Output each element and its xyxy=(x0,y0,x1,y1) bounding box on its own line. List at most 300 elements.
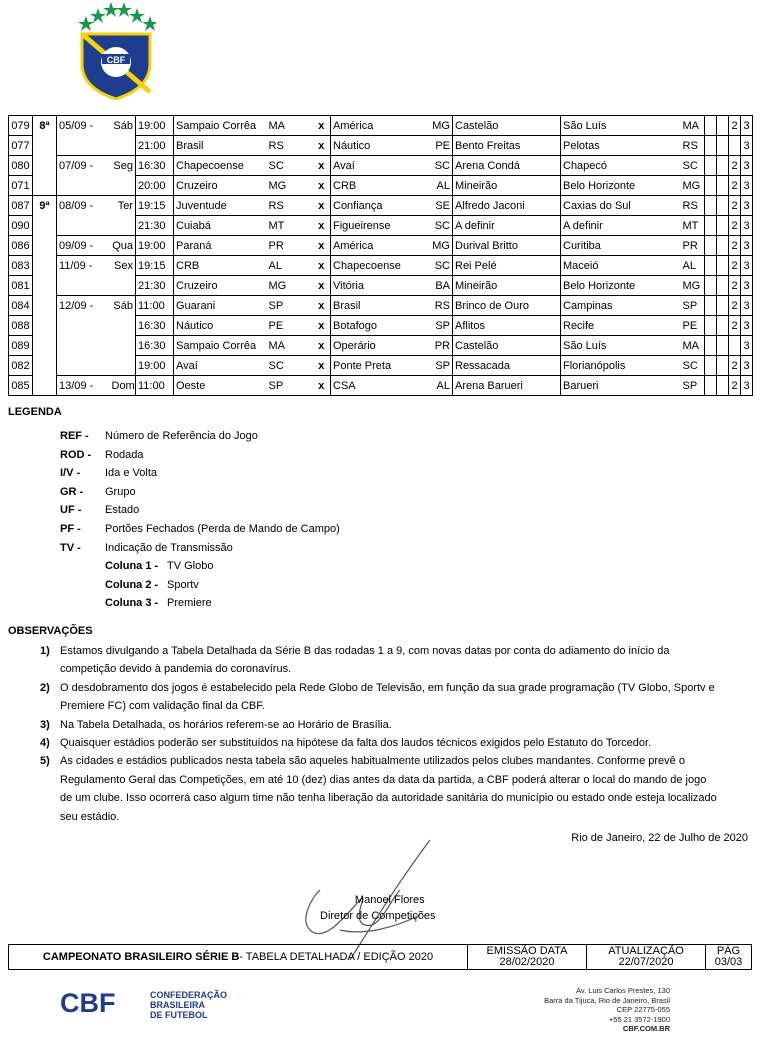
cell-ref: 081 xyxy=(9,276,33,296)
observation-item xyxy=(40,679,720,716)
legend-title: LEGENDA xyxy=(8,406,62,418)
cell-tv3: 3 xyxy=(741,116,753,136)
cell-day xyxy=(110,356,136,376)
table-row xyxy=(9,316,753,336)
cell-tv1 xyxy=(717,236,729,256)
legend-value: Número de Referência do Jogo xyxy=(105,430,258,442)
logo-line2: BRASILEIRA xyxy=(150,1000,206,1010)
cell-date: 09/09 - xyxy=(57,236,110,256)
cell-rod xyxy=(33,216,57,236)
cell-date xyxy=(57,136,110,156)
legend-column-key: Coluna 2 - xyxy=(105,578,159,591)
observations-list xyxy=(40,642,720,826)
legend-value: Indicação de Transmissão xyxy=(105,541,233,554)
cell-time: 19:15 xyxy=(136,196,174,216)
cell-tv2: 2 xyxy=(729,236,741,256)
footer-title-bold: CAMPEONATO BRASILEIRO SÉRIE B xyxy=(42,950,240,963)
cell-ref: 089 xyxy=(9,336,33,356)
legend-key: I/V - xyxy=(60,467,81,480)
observations-title: OBSERVAÇÕES xyxy=(8,625,93,637)
address xyxy=(544,986,670,1034)
cell-time: 16:30 xyxy=(136,316,174,336)
cell-time: 11:00 xyxy=(136,376,174,396)
cell-ref: 086 xyxy=(9,236,33,256)
cell-day: Dom xyxy=(110,376,136,396)
legend-column-key: Coluna 3 - xyxy=(105,597,159,610)
cell-stadium: Durival Britto xyxy=(453,236,561,256)
cell-date xyxy=(57,216,110,236)
cell-tv2: 2 xyxy=(729,276,741,296)
cell-home: Guarani xyxy=(174,296,267,316)
address-site: CBF.COM.BR xyxy=(622,1024,670,1033)
cell-day: Sáb xyxy=(110,116,136,136)
address-line4: +55 21 3572-1900 xyxy=(608,1014,670,1024)
cell-ref: 077 xyxy=(9,136,33,156)
cell-date: 13/09 - xyxy=(57,376,110,396)
cell-tv3: 3 xyxy=(741,176,753,196)
table-row xyxy=(9,336,753,356)
cell-home: Juventude xyxy=(174,196,267,216)
cell-pf xyxy=(705,316,717,336)
cell-home-uf: PE xyxy=(267,316,313,336)
cell-home: CRB xyxy=(174,256,267,276)
cell-city: Caxias do Sul xyxy=(561,196,681,216)
footer-bar xyxy=(8,944,752,970)
cell-away: Avaí xyxy=(331,156,427,176)
logo-line3: DE FUTEBOL xyxy=(150,1010,208,1020)
cell-rod: 9ª xyxy=(33,196,57,216)
cell-x: x xyxy=(313,136,331,156)
cell-home-uf: SP xyxy=(267,296,313,316)
date-line: Rio de Janeiro, 22 de Julho de 2020 xyxy=(571,832,748,844)
legend-item xyxy=(60,542,340,561)
cell-home-uf: MA xyxy=(267,116,313,136)
table-row xyxy=(9,296,753,316)
cell-stadium: Alfredo Jaconi xyxy=(453,196,561,216)
legend-key: TV - xyxy=(60,541,81,554)
cell-rod xyxy=(33,156,57,176)
legend-key: ROD - xyxy=(60,448,92,461)
cell-city-uf: RS xyxy=(681,136,705,156)
cell-time: 21:00 xyxy=(136,136,174,156)
cell-date xyxy=(57,276,110,296)
cell-away-uf: SP xyxy=(427,316,453,336)
cell-time: 21:30 xyxy=(136,216,174,236)
cell-home-uf: MT xyxy=(267,216,313,236)
cell-pf xyxy=(705,336,717,356)
cell-away: América xyxy=(331,116,427,136)
cell-stadium: Arena Barueri xyxy=(453,376,561,396)
cell-away-uf: RS xyxy=(427,296,453,316)
cell-x: x xyxy=(313,316,331,336)
cell-pf xyxy=(705,116,717,136)
observation-text: O desdobramento dos jogos é estabelecido pela Rede Globo de Televisão, em função da sua grade programação (TV Globo, Sportv e Premiere FC) com validação final da CBF. xyxy=(60,681,715,713)
cell-rod: 8ª xyxy=(33,116,57,136)
cell-pf xyxy=(705,196,717,216)
cell-x: x xyxy=(313,236,331,256)
cell-pf xyxy=(705,356,717,376)
cell-tv3: 3 xyxy=(741,276,753,296)
cell-date: 08/09 - xyxy=(57,196,110,216)
footer-emissao xyxy=(468,945,587,969)
cell-date xyxy=(57,176,110,196)
cell-x: x xyxy=(313,176,331,196)
cell-stadium: Bento Freitas xyxy=(453,136,561,156)
cell-time: 19:15 xyxy=(136,256,174,276)
table-row xyxy=(9,136,753,156)
cell-x: x xyxy=(313,156,331,176)
cell-tv3: 3 xyxy=(741,196,753,216)
cell-city-uf: AL xyxy=(681,256,705,276)
cell-city-uf: SC xyxy=(681,156,705,176)
signer xyxy=(320,892,436,924)
legend-item xyxy=(60,523,340,542)
cell-away: Brasil xyxy=(331,296,427,316)
footer-atualizacao xyxy=(587,945,706,969)
cell-tv2: 2 xyxy=(729,156,741,176)
cell-home-uf: RS xyxy=(267,196,313,216)
cbf-crest-logo xyxy=(76,2,156,100)
cell-x: x xyxy=(313,356,331,376)
cell-city: São Luís xyxy=(561,116,681,136)
cell-away-uf: SC xyxy=(427,256,453,276)
cell-ref: 079 xyxy=(9,116,33,136)
cell-stadium: Castelão xyxy=(453,336,561,356)
cell-tv1 xyxy=(717,116,729,136)
page-value: 03/03 xyxy=(714,956,743,968)
observation-text: Estamos divulgando a Tabela Detalhada da Série B das rodadas 1 a 9, com novas datas por conta do adiamento do início da competição devido à pandemia do coronavírus. xyxy=(60,645,670,676)
cell-day: Ter xyxy=(110,196,136,216)
cell-tv3: 3 xyxy=(741,136,753,156)
page-label: PÁG xyxy=(716,945,741,957)
cell-day: Seg xyxy=(110,156,136,176)
cell-home-uf: AL xyxy=(267,256,313,276)
cell-stadium: A definir xyxy=(453,216,561,236)
cell-city: Belo Horizonte xyxy=(561,276,681,296)
observation-text: As cidades e estádios publicados nesta tabela são aqueles habitualmente utilizados pelos clubes mandantes. Conforme prevê o Regulamento Geral das Competições, em até 10 (dez) dias antes da data da partida, a CBF poderá alterar o local do mando de jogo de um clube. Isso ocorrerá caso algum time não tenha liberação da autoridade sanitária do município ou estado onde esteja localizado seu estádio. xyxy=(60,755,717,823)
cell-ref: 084 xyxy=(9,296,33,316)
observation-number: 3) xyxy=(40,718,50,731)
cell-tv2: 2 xyxy=(729,216,741,236)
footer-page xyxy=(706,945,751,969)
cell-ref: 087 xyxy=(9,196,33,216)
cell-ref: 080 xyxy=(9,156,33,176)
cell-city-uf: PR xyxy=(681,236,705,256)
cell-tv3: 3 xyxy=(741,236,753,256)
cell-day: Sáb xyxy=(110,296,136,316)
cell-city: Curitiba xyxy=(561,236,681,256)
cell-home: Cuiabá xyxy=(174,216,267,236)
cell-away-uf: SC xyxy=(427,156,453,176)
cell-home: Avaí xyxy=(174,356,267,376)
table-row xyxy=(9,196,753,216)
cell-city-uf: MG xyxy=(681,276,705,296)
address-line1: Av. Luis Carlos Prestes, 130 xyxy=(576,986,670,995)
cell-time: 16:30 xyxy=(136,156,174,176)
legend-key: GR - xyxy=(60,485,84,498)
cell-away: CSA xyxy=(331,376,427,396)
legend-item xyxy=(60,467,340,486)
cell-pf xyxy=(705,216,717,236)
legend-column-value: Premiere xyxy=(167,597,212,610)
cell-away-uf: AL xyxy=(427,376,453,396)
legend-value: Grupo xyxy=(105,485,136,498)
cell-stadium: Castelão xyxy=(453,116,561,136)
cell-stadium: Ressacada xyxy=(453,356,561,376)
legend-column-item xyxy=(60,597,340,616)
cell-home-uf: MA xyxy=(267,336,313,356)
cell-tv1 xyxy=(717,316,729,336)
cell-x: x xyxy=(313,116,331,136)
cell-tv3: 3 xyxy=(741,216,753,236)
cell-away-uf: PE xyxy=(427,136,453,156)
cell-away-uf: AL xyxy=(427,176,453,196)
cell-ref: 090 xyxy=(9,216,33,236)
cell-city: São Luís xyxy=(561,336,681,356)
legend-column-value: Sportv xyxy=(167,578,199,591)
cell-pf xyxy=(705,256,717,276)
cell-city: Florianópolis xyxy=(561,356,681,376)
cell-day xyxy=(110,216,136,236)
cbf-logo xyxy=(60,988,140,1016)
cell-time: 20:00 xyxy=(136,176,174,196)
cell-x: x xyxy=(313,256,331,276)
legend-value: Ida e Volta xyxy=(105,467,157,480)
logo-text xyxy=(150,990,227,1020)
cell-city: Barueri xyxy=(561,376,681,396)
cell-home-uf: RS xyxy=(267,136,313,156)
address-line3: CEP 22775-055 xyxy=(616,1005,670,1014)
cell-city-uf: RS xyxy=(681,196,705,216)
cell-away: Operário xyxy=(331,336,427,356)
cell-stadium: Arena Condá xyxy=(453,156,561,176)
cell-city-uf: MT xyxy=(681,216,705,236)
cell-tv2: 2 xyxy=(729,296,741,316)
cell-x: x xyxy=(313,196,331,216)
cell-city: Chapecó xyxy=(561,156,681,176)
cell-date xyxy=(57,356,110,376)
cell-tv1 xyxy=(717,276,729,296)
emissao-label: EMISSÃO DATA xyxy=(486,945,568,957)
cell-tv2: 2 xyxy=(729,376,741,396)
cell-date: 05/09 - xyxy=(57,116,110,136)
cell-x: x xyxy=(313,336,331,356)
observation-item xyxy=(40,734,720,752)
cell-rod xyxy=(33,276,57,296)
atualizacao-value: 22/07/2020 xyxy=(618,956,674,968)
cell-day xyxy=(110,176,136,196)
cell-day xyxy=(110,336,136,356)
observation-number: 4) xyxy=(40,737,50,750)
cell-pf xyxy=(705,276,717,296)
observation-text: Quaisquer estádios poderão ser substituídos na hipótese da falta dos laudos técnicos exigidos pelo Estatuto do Torcedor. xyxy=(60,737,652,750)
games-table xyxy=(8,115,753,396)
cell-away: América xyxy=(331,236,427,256)
table-row xyxy=(9,236,753,256)
cell-rod xyxy=(33,296,57,316)
cell-tv2 xyxy=(729,136,741,156)
cell-city: Belo Horizonte xyxy=(561,176,681,196)
legend-key: UF - xyxy=(60,504,82,517)
cell-pf xyxy=(705,156,717,176)
cell-tv2: 2 xyxy=(729,196,741,216)
cell-home: Paraná xyxy=(174,236,267,256)
cell-ref: 082 xyxy=(9,356,33,376)
cell-home: Sampaio Corrêa xyxy=(174,116,267,136)
cell-away: Chapecoense xyxy=(331,256,427,276)
cell-day xyxy=(110,136,136,156)
cell-date: 11/09 - xyxy=(57,256,110,276)
cell-tv3: 3 xyxy=(741,156,753,176)
cell-home: Cruzeiro xyxy=(174,276,267,296)
cell-away: Ponte Preta xyxy=(331,356,427,376)
cell-home: Náutico xyxy=(174,316,267,336)
cell-tv2: 2 xyxy=(729,256,741,276)
cell-city: A definir xyxy=(561,216,681,236)
cell-tv1 xyxy=(717,256,729,276)
cell-rod xyxy=(33,136,57,156)
cell-tv3: 3 xyxy=(741,256,753,276)
cell-home: Cruzeiro xyxy=(174,176,267,196)
cell-time: 16:30 xyxy=(136,336,174,356)
cell-pf xyxy=(705,176,717,196)
cell-away: Botafogo xyxy=(331,316,427,336)
cell-away-uf: MG xyxy=(427,116,453,136)
cell-date: 07/09 - xyxy=(57,156,110,176)
cell-city-uf: MA xyxy=(681,116,705,136)
legend-item xyxy=(60,449,340,468)
cell-city-uf: MA xyxy=(681,336,705,356)
cell-time: 21:30 xyxy=(136,276,174,296)
atualizacao-label: ATUALIZAÇÃO xyxy=(608,945,684,957)
cell-away: Náutico xyxy=(331,136,427,156)
observation-item xyxy=(40,752,720,826)
cell-city-uf: SP xyxy=(681,376,705,396)
cell-away-uf: SE xyxy=(427,196,453,216)
cell-city: Pelotas xyxy=(561,136,681,156)
cell-ref: 085 xyxy=(9,376,33,396)
cell-city: Maceió xyxy=(561,256,681,276)
table-row xyxy=(9,356,753,376)
cell-rod xyxy=(33,176,57,196)
cell-rod xyxy=(33,256,57,276)
cell-stadium: Mineirão xyxy=(453,276,561,296)
cell-stadium: Brinco de Ouro xyxy=(453,296,561,316)
legend-item xyxy=(60,486,340,505)
emissao-value: 28/02/2020 xyxy=(499,956,555,968)
legend-column-value: TV Globo xyxy=(167,560,214,573)
cell-time: 19:00 xyxy=(136,236,174,256)
cell-stadium: Aflitos xyxy=(453,316,561,336)
observation-item xyxy=(40,716,720,734)
cell-away-uf: SP xyxy=(427,356,453,376)
legend-column-key: Coluna 1 - xyxy=(105,560,159,573)
cell-tv3: 3 xyxy=(741,376,753,396)
cell-tv3: 3 xyxy=(741,356,753,376)
cell-tv2: 2 xyxy=(729,316,741,336)
cell-home: Brasil xyxy=(174,136,267,156)
signer-role: Diretor de Competições xyxy=(320,910,436,922)
cell-city-uf: SP xyxy=(681,296,705,316)
cell-away: Vitória xyxy=(331,276,427,296)
legend-value: Portões Fechados (Perda de Mando de Campo) xyxy=(105,522,340,535)
legend-column-item xyxy=(60,560,340,579)
cell-day: Sex xyxy=(110,256,136,276)
cell-tv3: 3 xyxy=(741,296,753,316)
cell-tv1 xyxy=(717,196,729,216)
cell-rod xyxy=(33,376,57,396)
legend-key: PF - xyxy=(60,522,81,535)
crest-text: CBF xyxy=(106,55,126,65)
cell-city-uf: MG xyxy=(681,176,705,196)
cell-tv1 xyxy=(717,136,729,156)
cell-ref: 083 xyxy=(9,256,33,276)
cell-x: x xyxy=(313,376,331,396)
observation-number: 2) xyxy=(40,681,50,694)
cell-tv1 xyxy=(717,156,729,176)
table-row xyxy=(9,116,753,136)
cell-tv2: 2 xyxy=(729,356,741,376)
cell-home: Chapecoense xyxy=(174,156,267,176)
cell-away-uf: SC xyxy=(427,216,453,236)
cell-tv2 xyxy=(729,336,741,356)
cell-pf xyxy=(705,236,717,256)
cell-pf xyxy=(705,296,717,316)
legend-item xyxy=(60,504,340,523)
cell-away: Figueirense xyxy=(331,216,427,236)
cell-day xyxy=(110,276,136,296)
footer-title xyxy=(9,945,468,969)
signer-name: Manoel Flores xyxy=(354,894,425,906)
legend-key: REF - xyxy=(60,430,89,442)
observation-item xyxy=(40,642,720,679)
cell-ref: 088 xyxy=(9,316,33,336)
cell-tv2: 2 xyxy=(729,176,741,196)
logo-line1: CONFEDERAÇÃO xyxy=(150,990,228,1000)
table-row xyxy=(9,376,753,396)
cell-city: Campinas xyxy=(561,296,681,316)
cell-away-uf: MG xyxy=(427,236,453,256)
legend xyxy=(60,430,340,616)
cell-x: x xyxy=(313,216,331,236)
cell-home-uf: MG xyxy=(267,176,313,196)
cell-away-uf: PR xyxy=(427,336,453,356)
observation-number: 5) xyxy=(40,755,50,768)
cell-ref: 071 xyxy=(9,176,33,196)
cell-date xyxy=(57,336,110,356)
legend-column-item xyxy=(60,579,340,598)
cell-city-uf: SC xyxy=(681,356,705,376)
cell-rod xyxy=(33,316,57,336)
table-row xyxy=(9,256,753,276)
cell-x: x xyxy=(313,276,331,296)
cell-tv1 xyxy=(717,376,729,396)
cell-tv1 xyxy=(717,216,729,236)
cell-home: Oeste xyxy=(174,376,267,396)
cell-time: 19:00 xyxy=(136,116,174,136)
cell-pf xyxy=(705,376,717,396)
observation-number: 1) xyxy=(40,645,50,657)
cell-rod xyxy=(33,356,57,376)
table-row xyxy=(9,176,753,196)
cell-home-uf: SC xyxy=(267,156,313,176)
cell-stadium: Rei Pelé xyxy=(453,256,561,276)
footer-title-rest: - TABELA DETALHADA / EDIÇÃO 2020 xyxy=(239,950,434,963)
table-row xyxy=(9,276,753,296)
cell-home-uf: MG xyxy=(267,276,313,296)
cell-day xyxy=(110,316,136,336)
address-line2: Barra da Tijuca, Rio de Janeiro, Brasil xyxy=(544,995,670,1005)
